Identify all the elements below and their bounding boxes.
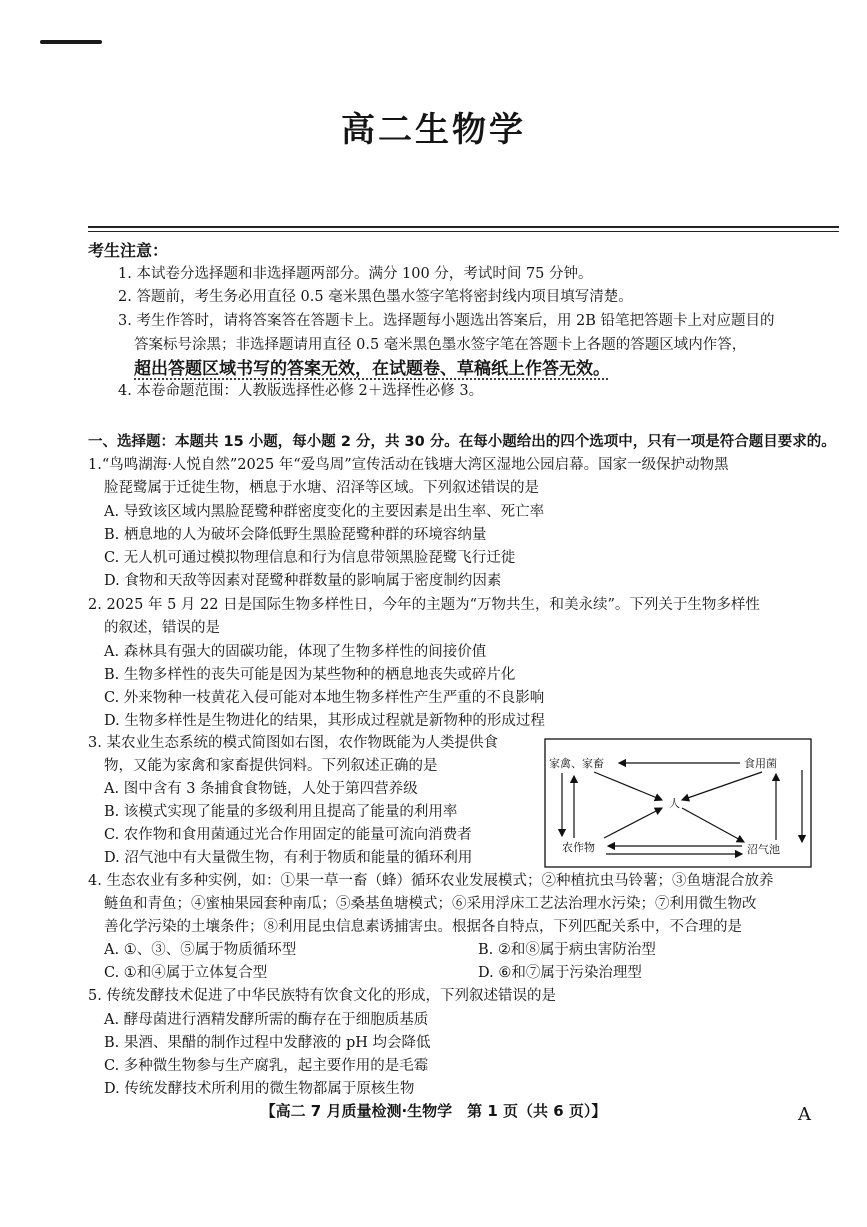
notice-item-emphasis: 超出答题区域书写的答案无效，在试题卷、草稿纸上作答无效。 — [134, 359, 610, 379]
question-1-stem: 脸琵鹭属于迁徙生物，栖息于水塘、沼泽等区域。下列叙述错误的是 — [104, 480, 539, 496]
question-4-option-a: A. ①、③、⑤属于物质循环型 — [104, 942, 297, 958]
question-3-option-a: A. 图中含有 3 条捕食食物链，人处于第四营养级 — [104, 781, 418, 797]
question-3-option-c: C. 农作物和食用菌通过光合作用固定的能量可流向消费者 — [104, 827, 472, 843]
question-1-option-a: A. 导致该区域内黑脸琵鹭种群密度变化的主要因素是出生率、死亡率 — [104, 504, 545, 520]
question-3-option-b: B. 该模式实现了能量的多级利用且提高了能量的利用率 — [104, 804, 458, 820]
question-4-option-c: C. ①和④属于立体复合型 — [104, 965, 268, 981]
question-5-stem: 5. 传统发酵技术促进了中华民族特有饮食文化的形成，下列叙述错误的是 — [88, 988, 556, 1004]
notice-item: 4. 本卷命题范围：人教版选择性必修 2＋选择性必修 3。 — [118, 383, 484, 399]
question-1-option-d: D. 食物和天敌等因素对琵鹭种群数量的影响属于密度制约因素 — [104, 573, 502, 589]
question-3-option-d: D. 沼气池中有大量微生物，有利于物质和能量的循环利用 — [104, 850, 473, 866]
question-3-stem: 3. 某农业生态系统的模式简图如右图，农作物既能为人类提供食 — [88, 735, 498, 751]
question-4-stem: 鲢鱼和青鱼；④蜜柚果园套种南瓜；⑤桑基鱼塘模式；⑥采用浮床工艺法治理水污染；⑦利用微生物改 — [104, 896, 757, 912]
question-2-option-b: B. 生物多样性的丧失可能是因为某些物种的栖息地丧失或碎片化 — [104, 667, 516, 683]
section-heading: 一、选择题：本题共 15 小题，每小题 2 分，共 30 分。在每小题给出的四个选项中，只有一项是符合题目要求的。 — [88, 434, 836, 450]
question-2-option-c: C. 外来物种一枝黄花入侵可能对本地生物多样性产生严重的不良影响 — [104, 690, 545, 706]
notice-heading: 考生注意： — [88, 241, 169, 260]
question-5-option-a: A. 酵母菌进行酒精发酵所需的酶存在于细胞质基质 — [104, 1012, 429, 1028]
question-2-option-d: D. 生物多样性是生物进化的结果，其形成过程就是新物种的形成过程 — [104, 713, 545, 729]
question-5-option-c: C. 多种微生物参与生产腐乳，起主要作用的是毛霉 — [104, 1058, 429, 1074]
header-rule — [88, 226, 839, 228]
node-human: 人 — [669, 797, 680, 810]
question-4-stem: 善化学污染的土壤条件；⑧利用昆虫信息素诱捕害虫。根据各自特点，下列匹配关系中，不合理的是 — [104, 919, 742, 935]
question-1-stem: 1.“鸟鸣湖海·人悦自然”2025 年“爱鸟周”宣传活动在钱塘大湾区湿地公园启幕。国家一级保护动物黑 — [88, 457, 729, 473]
paper-version: A — [798, 1104, 811, 1125]
question-5-option-b: B. 果酒、果醋的制作过程中发酵液的 pH 均会降低 — [104, 1035, 431, 1051]
question-4-option-d: D. ⑥和⑦属于污染治理型 — [478, 965, 642, 981]
scan-mark — [40, 40, 102, 44]
header-rule-thin — [88, 231, 839, 232]
question-5-option-d: D. 传统发酵技术所利用的微生物都属于原核生物 — [104, 1081, 415, 1097]
page-footer: 【高二 7 月质量检测·生物学 第 1 页（共 6 页）】 — [260, 1102, 607, 1120]
notice-item: 3. 考生作答时，请将答案答在答题卡上。选择题每小题选出答案后，用 2B 铅笔把答题卡上对应题目的 — [118, 313, 775, 329]
question-2-stem: 2. 2025 年 5 月 22 日是国际生物多样性日，今年的主题为“万物共生，和美永续”。下列关于生物多样性 — [88, 597, 760, 613]
node-biogas: 沼气池 — [747, 843, 780, 856]
question-4-stem: 4. 生态农业有多种实例，如：①果一草一畜（蜂）循环农业发展模式；②种植抗虫马铃薯；③鱼塘混合放养 — [88, 873, 774, 889]
notice-item: 答案标号涂黑；非选择题请用直径 0.5 毫米黑色墨水签字笔在答题卡上各题的答题区域内作答， — [134, 337, 747, 353]
node-fungus: 食用菌 — [744, 757, 777, 770]
notice-item: 1. 本试卷分选择题和非选择题两部分。满分 100 分，考试时间 75 分钟。 — [118, 266, 593, 282]
question-4-option-b: B. ②和⑧属于病虫害防治型 — [478, 942, 656, 958]
question-2-stem: 的叙述，错误的是 — [104, 620, 220, 636]
question-1-option-c: C. 无人机可通过模拟物理信息和行为信息带领黑脸琵鹭飞行迁徙 — [104, 550, 516, 566]
ecosystem-diagram — [544, 738, 812, 868]
question-3-stem: 物，又能为家禽和家畜提供饲料。下列叙述正确的是 — [104, 758, 438, 774]
question-1-option-b: B. 栖息地的人为破坏会降低野生黑脸琵鹭种群的环境容纳量 — [104, 527, 487, 543]
question-2-option-a: A. 森林具有强大的固碳功能，体现了生物多样性的间接价值 — [104, 644, 487, 660]
node-crops: 农作物 — [562, 841, 595, 854]
node-poultry: 家禽、家畜 — [549, 757, 604, 770]
page-title: 高二生物学 — [341, 110, 526, 150]
notice-item: 2. 答题前，考生务必用直径 0.5 毫米黑色墨水签字笔将密封线内项目填写清楚。 — [118, 289, 633, 305]
